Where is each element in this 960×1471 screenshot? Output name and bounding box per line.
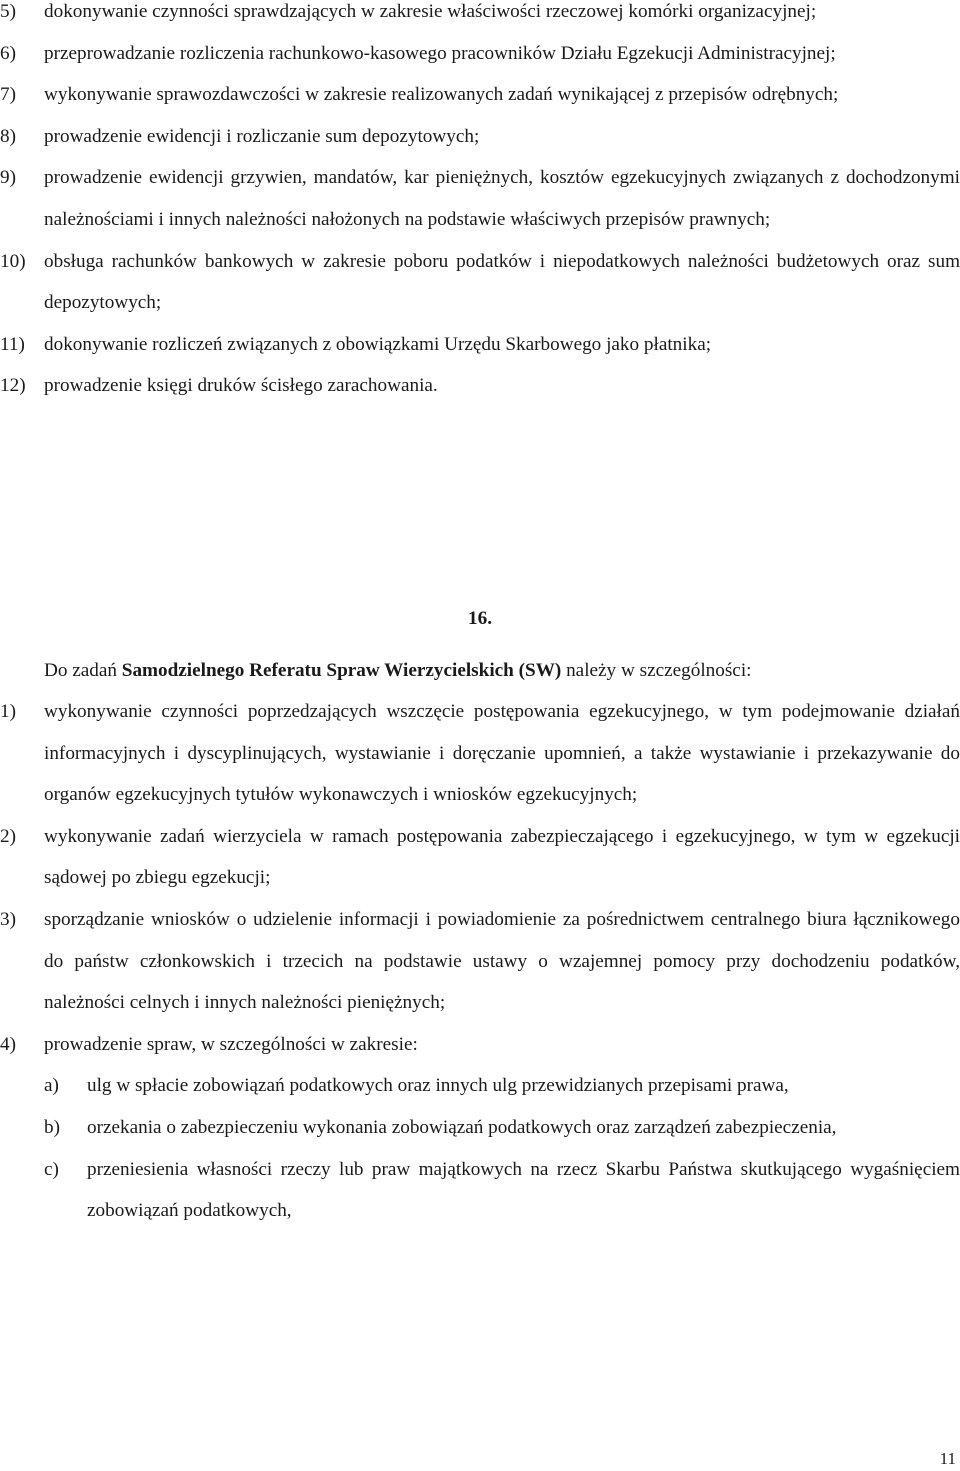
list-item <box>0 241 960 324</box>
item-text: przeprowadzanie rozliczenia rachunkowo-kasowego pracowników Działu Egzekucji Administracyjnej; <box>44 42 836 64</box>
page-number: 11 <box>939 1449 956 1468</box>
list-item <box>0 691 960 816</box>
list-item <box>0 365 960 407</box>
item-text: dokonywanie czynności sprawdzających w zakresie właściwości rzeczowej komórki organizacyjnej; <box>44 1 817 22</box>
item-number: 4) <box>0 1033 16 1055</box>
sub-list-item <box>0 1065 960 1107</box>
section-intro <box>44 650 960 692</box>
item-text: wykonywanie czynności poprzedzających wszczęcie postępowania egzekucyjnego, w tym podejmowanie działań informacyjnych i dyscyplinujących, wystawianie i doręczanie upomnień, a także wystawianie i przekazywanie do organów egzekucyjnych tytułów wykonawczych i wniosków egzekucyjnych; <box>44 701 960 806</box>
list-item <box>0 33 960 75</box>
list-item <box>0 816 960 899</box>
intro-text-after: należy w szczególności: <box>561 660 752 681</box>
item-number: 6) <box>0 42 16 64</box>
item-text: wykonywanie zadań wierzyciela w ramach postępowania zabezpieczającego i egzekucyjnego, w tym w egzekucji sądowej po zbiegu egzekucji; <box>44 825 960 889</box>
sub-list-item <box>0 1149 960 1232</box>
sub-item-text: orzekania o zabezpieczeniu wykonania zobowiązań podatkowych oraz zarządzeń zabezpieczenia, <box>87 1116 837 1138</box>
item-text: prowadzenie księgi druków ścisłego zarachowania. <box>44 375 438 397</box>
list-item <box>0 157 960 240</box>
section-number: 16. <box>468 608 492 629</box>
item-text: prowadzenie ewidencji grzywien, mandatów, kar pieniężnych, kosztów egzekucyjnych związanych z dochodzonymi należnościami i innych należności nałożonych na podstawie właściwych przepisów prawnych; <box>44 167 960 230</box>
top-list <box>0 0 960 407</box>
item-number: 5) <box>0 1 16 22</box>
duties-list <box>0 691 960 1232</box>
item-text: dokonywanie rozliczeń związanych z obowiązkami Urzędu Skarbowego jako płatnika; <box>44 333 712 355</box>
sub-item-text: ulg w spłacie zobowiązań podatkowych oraz innych ulg przewidzianych przepisami prawa, <box>87 1075 789 1097</box>
item-text: wykonywanie sprawozdawczości w zakresie realizowanych zadań wynikającej z przepisów odrębnych; <box>44 84 839 106</box>
sub-item-letter: b) <box>44 1116 60 1138</box>
sub-item-letter: a) <box>44 1075 59 1097</box>
sub-list-item <box>0 1107 960 1149</box>
item-text: obsługa rachunków bankowych w zakresie poboru podatków i niepodatkowych należności budżetowych oraz sum depozytowych; <box>44 250 960 314</box>
list-item <box>0 116 960 158</box>
item-text: prowadzenie spraw, w szczególności w zakresie: <box>44 1033 418 1055</box>
item-number: 1) <box>0 701 16 722</box>
unit-name: Samodzielnego Referatu Spraw Wierzycielskich (SW) <box>121 660 562 681</box>
item-number: 9) <box>0 167 16 189</box>
item-number: 11) <box>0 333 25 355</box>
item-text: prowadzenie ewidencji i rozliczanie sum depozytowych; <box>44 125 480 147</box>
item-number: 8) <box>0 125 16 147</box>
sub-item-text: przeniesienia własności rzeczy lub praw majątkowych na rzecz Skarbu Państwa skutkującego wygaśnięciem zobowiązań podatkowych, <box>87 1158 960 1222</box>
list-item <box>0 1024 960 1066</box>
list-item <box>0 0 960 33</box>
intro-text-before: Do zadań <box>44 660 122 681</box>
list-item <box>0 74 960 116</box>
item-number: 10) <box>0 250 26 272</box>
list-item <box>0 324 960 366</box>
section-heading <box>0 598 960 640</box>
list-item <box>0 899 960 1024</box>
item-number: 7) <box>0 84 16 106</box>
item-number: 2) <box>0 825 16 847</box>
item-number: 12) <box>0 375 26 397</box>
item-text: sporządzanie wniosków o udzielenie informacji i powiadomienie za pośrednictwem centralnego biura łącznikowego do państw członkowskich i trzecich na podstawie ustawy o wzajemnej pomocy przy dochodzeniu podatków, należności celnych i innych należności pieniężnych; <box>44 908 960 1014</box>
item-number: 3) <box>0 908 16 930</box>
sub-item-letter: c) <box>44 1158 59 1180</box>
